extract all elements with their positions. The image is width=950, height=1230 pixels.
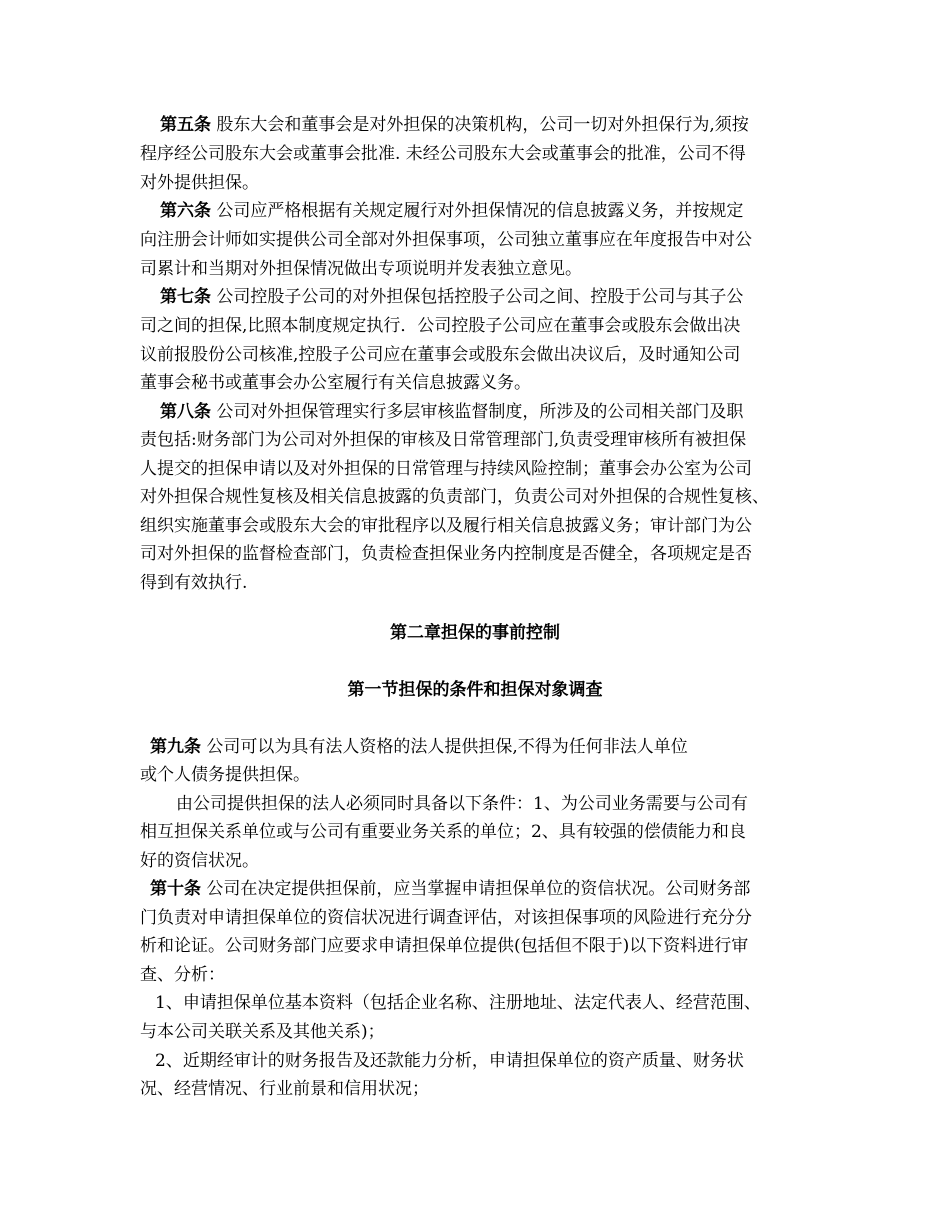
article-10-item-1-line-1: 1、申请担保单位基本资料（包括企业名称、注册地址、法定代表人、经营范围、: [155, 993, 761, 1013]
article-8-line-4: 对外担保合规性复核及相关信息披露的负责部门，负责公司对外担保的合规性复核、: [140, 487, 769, 507]
article-9-para-2-line-2: 相互担保关系单位或与公司有重要业务关系的单位；2、具有较强的偿债能力和良: [140, 822, 746, 842]
article-8-line-3: 人提交的担保申请以及对外担保的日常管理与持续风险控制；董事会办公室为公司: [140, 459, 752, 479]
article-8-line-1: 第八条 公司对外担保管理实行多层审核监督制度，所涉及的公司相关部门及职: [160, 402, 744, 422]
article-label: 第八条: [160, 402, 211, 422]
article-5-line-2: 程序经公司股东大会或董事会批准. 未经公司股东大会或董事会的批准，公司不得: [140, 144, 746, 164]
article-10-item-2-line-2: 况、经营情况、行业前景和信用状况；: [140, 1079, 429, 1099]
article-label: 第九条: [150, 737, 201, 757]
article-9-para-2-line-3: 好的资信状况。: [140, 851, 259, 871]
article-10-line-1: 第十条 公司在决定提供担保前，应当掌握申请担保单位的资信状况。公司财务部: [150, 879, 751, 899]
article-6-line-1: 第六条 公司应严格根据有关规定履行对外担保情况的信息披露义务，并按规定: [160, 201, 744, 221]
article-10-line-3: 析和论证。公司财务部门应要求申请担保单位提供(包括但不限于)以下资料进行审: [140, 936, 749, 956]
section-title: 第一节担保的条件和担保对象调查: [347, 680, 603, 700]
article-9-para-2-line-1: 由公司提供担保的法人必须同时具备以下条件：1、为公司业务需要与公司有: [176, 794, 748, 814]
article-10-line-2: 门负责对申请担保单位的资信状况进行调查评估，对该担保事项的风险进行充分分: [140, 908, 752, 928]
article-8-line-7: 得到有效执行.: [140, 573, 248, 593]
article-10-line-4: 查、分析：: [140, 965, 225, 985]
article-label: 第五条: [160, 115, 211, 135]
chapter-title: 第二章担保的事前控制: [390, 623, 560, 643]
article-6-line-2: 向注册会计师如实提供公司全部对外担保事项，公司独立董事应在年度报告中对公: [140, 230, 752, 250]
article-7-line-1: 第七条 公司控股子公司的对外担保包括控股子公司之间、控股于公司与其子公: [160, 287, 744, 307]
article-8-line-2: 责包括:财务部门为公司对外担保的审核及日常管理部门,负责受理审核所有被担保: [140, 430, 747, 450]
article-label: 第六条: [160, 201, 211, 221]
article-5-line-3: 对外提供担保。: [140, 173, 259, 193]
article-5-line-1: 第五条 股东大会和董事会是对外担保的决策机构，公司一切对外担保行为,须按: [160, 115, 749, 135]
article-label: 第七条: [160, 287, 211, 307]
article-10-item-1-line-2: 与本公司关联关系及其他关系)；: [140, 1022, 385, 1042]
article-6-line-3: 司累计和当期对外担保情况做出专项说明并发表独立意见。: [140, 259, 582, 279]
article-8-line-6: 司对外担保的监督检查部门，负责检查担保业务内控制度是否健全，各项规定是否: [140, 544, 752, 564]
article-7-line-4: 董事会秘书或董事会办公室履行有关信息披露义务。: [140, 373, 531, 393]
article-7-line-3: 议前报股份公司核准,控股子公司应在董事会或股东会做出决议后，及时通知公司: [140, 345, 741, 365]
article-7-line-2: 司之间的担保,比照本制度规定执行．公司控股子公司应在董事会或股东会做出决: [140, 316, 741, 336]
article-10-item-2-line-1: 2、近期经审计的财务报告及还款能力分析，申请担保单位的资产质量、财务状: [155, 1051, 744, 1071]
article-8-line-5: 组织实施董事会或股东大会的审批程序以及履行相关信息披露义务；审计部门为公: [140, 516, 752, 536]
article-label: 第十条: [150, 879, 201, 899]
article-9-line-1: 第九条 公司可以为具有法人资格的法人提供担保,不得为任何非法人单位: [150, 737, 688, 757]
article-9-line-2: 或个人债务提供担保。: [140, 765, 310, 785]
